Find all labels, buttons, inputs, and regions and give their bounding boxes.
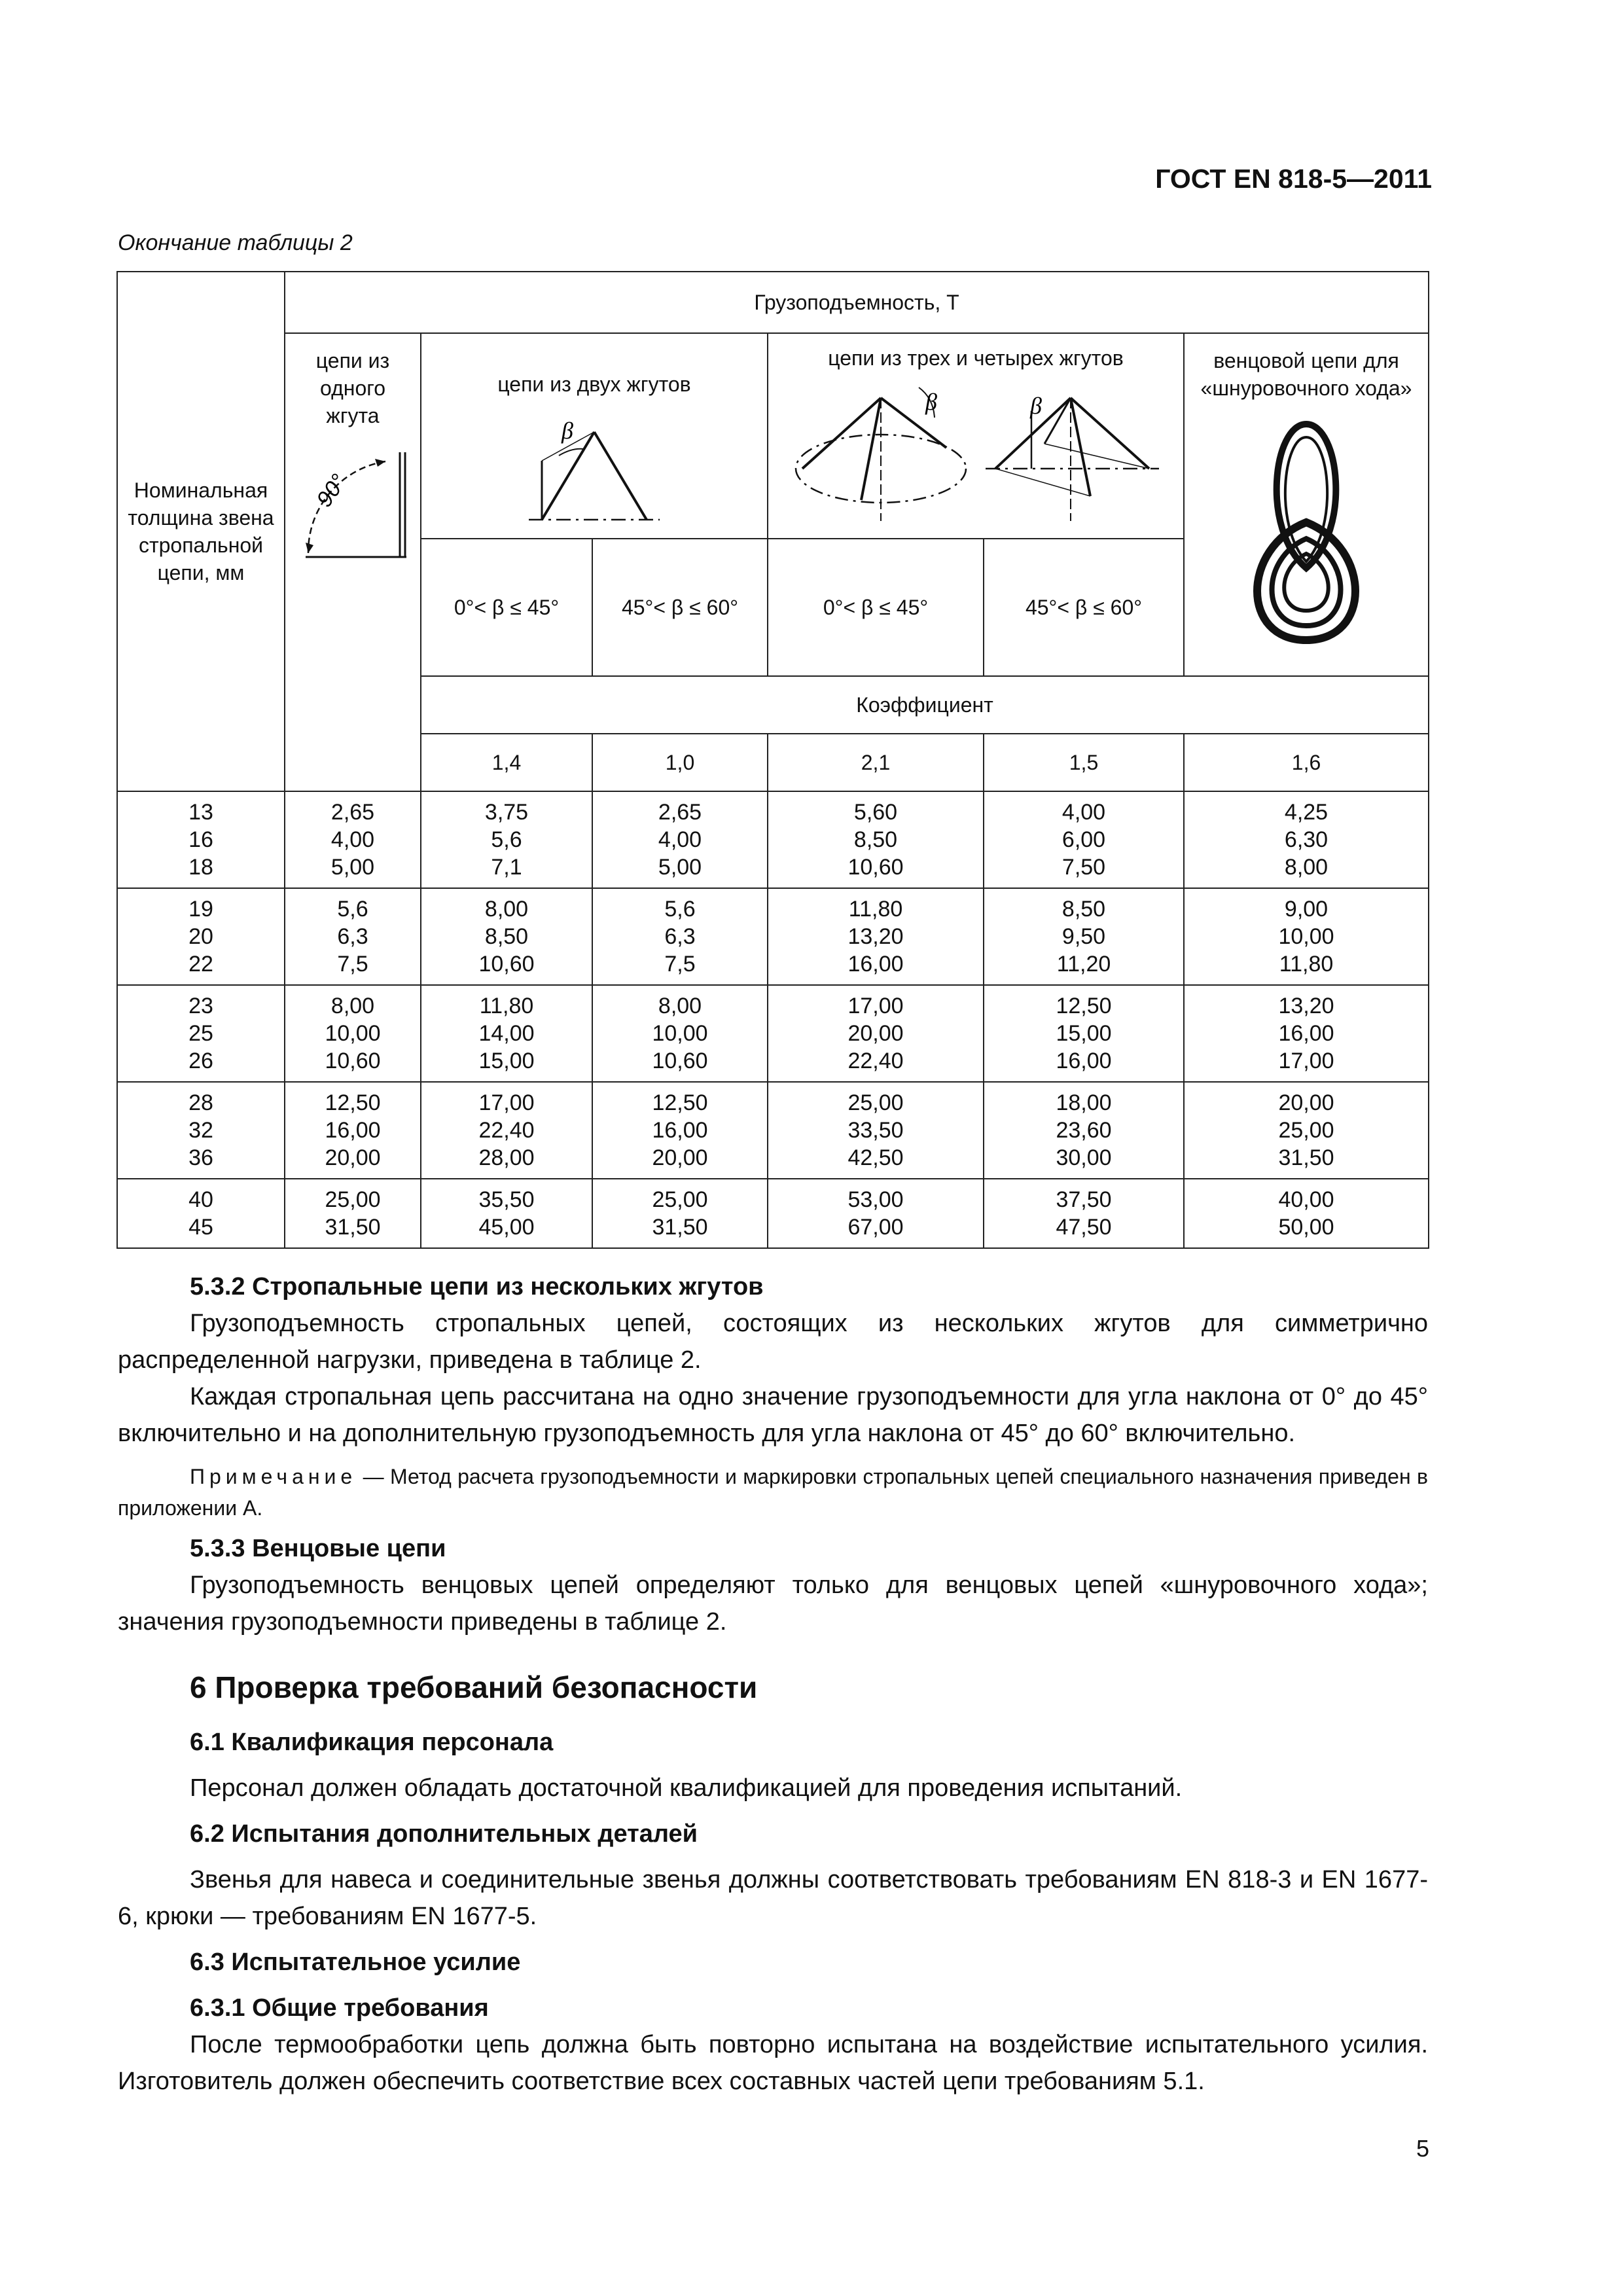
cell-value: 16,00: [1278, 1021, 1334, 1046]
section-6-2-title: 6.2 Испытания дополнительных деталей: [190, 1820, 698, 1848]
cell-value: 20,00: [1278, 1090, 1334, 1115]
coefficient-value: 1,5: [984, 734, 1184, 791]
beta-label-four: β: [1030, 393, 1042, 420]
cell-value: 26: [188, 1049, 213, 1073]
nominal-thickness-cell: [117, 985, 285, 1082]
nominal-thickness-cell: [117, 1179, 285, 1248]
cell-value: 7,5: [664, 952, 696, 977]
cell-value: 23,60: [1056, 1118, 1112, 1143]
cell-values: [593, 1186, 767, 1241]
two-leg-cell: [421, 333, 768, 539]
cell-value: 4,00: [330, 827, 375, 852]
cell-value: 9,00: [1284, 897, 1329, 922]
nominal-thickness-cell: [117, 888, 285, 985]
cell-value: 15,00: [1056, 1021, 1112, 1046]
capacity-cell: [592, 888, 768, 985]
cell-value: 7,1: [491, 855, 522, 880]
angle-90-label: 90°: [312, 469, 352, 512]
three-four-leg-diagram: [783, 372, 1169, 529]
cell-value: 67,00: [847, 1215, 904, 1240]
cell-value: 25,00: [847, 1090, 904, 1115]
cell-value: 5,6: [337, 897, 368, 922]
cell-value: 31,50: [1278, 1145, 1334, 1170]
capacity-cell: [1184, 791, 1429, 888]
cell-value: 16,00: [847, 952, 904, 977]
capacity-cell: [984, 1179, 1184, 1248]
cell-value: 8,50: [1061, 897, 1106, 922]
capacity-cell: [768, 888, 984, 985]
cell-values: [421, 798, 592, 881]
cell-value: 53,00: [847, 1187, 904, 1212]
section-6-title: 6 Проверка требований безопасности: [190, 1670, 758, 1704]
section-6-2-paragraph: Звенья для навеса и соединительные звенья должны соответствовать требованиям EN 818-3 и EN 1677-6, крюки — требованиям EN 1677-5.: [118, 1866, 1428, 1930]
cell-value: 5,6: [664, 897, 696, 922]
cell-values: [285, 1186, 420, 1241]
table-row: [117, 791, 1429, 888]
capacity-cell: [592, 1179, 768, 1248]
cell-value: 25,00: [652, 1187, 708, 1212]
cell-value: 5,60: [853, 800, 898, 825]
cell-value: 42,50: [847, 1145, 904, 1170]
table-row: [117, 985, 1429, 1082]
cell-value: 5,00: [330, 855, 375, 880]
section-6-3-1-paragraph: После термообработки цепь должна быть повторно испытана на воздействие испытательного усилия. Изготовитель должен обеспечить соответствие всех составных частей цепи требованиям 5.1.: [118, 2031, 1428, 2095]
table-row: [117, 888, 1429, 985]
capacity-cell: [421, 791, 592, 888]
cell-values: [421, 1089, 592, 1172]
cell-value: 5,00: [658, 855, 702, 880]
cell-value: 12,50: [1056, 994, 1112, 1018]
cell-value: 22,40: [847, 1049, 904, 1073]
cell-value: 32: [188, 1118, 213, 1143]
coefficient-value: 1,4: [421, 734, 592, 791]
angle-low-three: 0°< β ≤ 45°: [768, 539, 984, 676]
section-5-3-3-paragraph: Грузоподъемность венцовых цепей определяют только для венцовых цепей «шнуровочного хода»; значения грузоподъемности приведены в таблице 2.: [118, 1571, 1428, 1636]
single-leg-cell: [285, 333, 421, 791]
cell-value: 40,00: [1278, 1187, 1334, 1212]
capacity-cell: [984, 1082, 1184, 1179]
angle-high-three: 45°< β ≤ 60°: [984, 539, 1184, 676]
capacity-cell: [592, 791, 768, 888]
cell-value: 11,80: [848, 897, 903, 922]
cell-value: 8,00: [658, 994, 702, 1018]
cell-value: 19: [188, 897, 213, 922]
cell-values: [118, 895, 284, 978]
cell-values: [593, 798, 767, 881]
cell-values: [1185, 798, 1428, 881]
cell-value: 20,00: [847, 1021, 904, 1046]
section-5-3-3-title: 5.3.3 Венцовые цепи: [190, 1535, 446, 1562]
capacity-cell: [768, 791, 984, 888]
cell-values: [593, 1089, 767, 1172]
cell-values: [1185, 895, 1428, 978]
cell-value: 47,50: [1056, 1215, 1112, 1240]
cell-value: 28: [188, 1090, 213, 1115]
cell-value: 6,3: [664, 924, 696, 949]
cell-value: 16,00: [325, 1118, 381, 1143]
cell-value: 12,50: [325, 1090, 381, 1115]
capacity-cell: [285, 1082, 421, 1179]
cell-value: 12,50: [652, 1090, 708, 1115]
cell-values: [768, 1186, 983, 1241]
cell-value: 11,20: [1056, 952, 1111, 977]
cell-values: [768, 798, 983, 881]
cell-value: 50,00: [1278, 1215, 1334, 1240]
cell-values: [285, 798, 420, 881]
capacity-cell: [768, 1082, 984, 1179]
cell-value: 37,50: [1056, 1187, 1112, 1212]
cell-values: [118, 1089, 284, 1172]
two-leg-diagram: [516, 408, 673, 533]
cell-values: [768, 895, 983, 978]
cell-value: 4,00: [1061, 800, 1106, 825]
capacity-cell: [421, 1179, 592, 1248]
body-text: [118, 1268, 1428, 2100]
cell-value: 31,50: [652, 1215, 708, 1240]
cell-value: 10,60: [652, 1049, 708, 1073]
table-row: [117, 1082, 1429, 1179]
capacity-cell: [768, 985, 984, 1082]
cell-values: [1185, 1089, 1428, 1172]
cell-values: [118, 992, 284, 1075]
three-four-leg-label: цепи из трех и четырех жгутов: [828, 346, 1124, 370]
note: [118, 1461, 1428, 1524]
capacity-cell: [592, 985, 768, 1082]
cell-value: 17,00: [847, 994, 904, 1018]
section-6-1-paragraph: Персонал должен обладать достаточной квалификацией для проведения испытаний.: [190, 1774, 1183, 1802]
cell-value: 11,80: [1279, 952, 1334, 977]
section-5-3-2-title: 5.3.2 Стропальные цепи из нескольких жгутов: [190, 1273, 764, 1300]
cell-value: 20: [188, 924, 213, 949]
single-leg-diagram: [294, 446, 412, 570]
cell-value: 35,50: [478, 1187, 535, 1212]
capacity-cell: [285, 888, 421, 985]
section-6-3-1-title: 6.3.1 Общие требования: [190, 1994, 489, 2022]
note-label: Примечание: [190, 1465, 357, 1488]
capacity-cell: [285, 791, 421, 888]
table-row: [117, 1179, 1429, 1248]
cell-values: [118, 798, 284, 881]
cell-value: 18: [188, 855, 213, 880]
cell-value: 3,75: [484, 800, 529, 825]
choker-label: венцовой цепи для «шнуровочного хода»: [1200, 349, 1412, 401]
capacity-cell: [984, 791, 1184, 888]
cell-value: 8,00: [330, 994, 375, 1018]
cell-value: 36: [188, 1145, 213, 1170]
group-header: Грузоподъемность, T: [285, 272, 1429, 333]
cell-value: 13,20: [1278, 994, 1334, 1018]
capacity-cell: [1184, 1179, 1429, 1248]
cell-values: [118, 1186, 284, 1241]
cell-values: [421, 1186, 592, 1241]
cell-value: 9,50: [1061, 924, 1106, 949]
cell-values: [285, 1089, 420, 1172]
coefficient-value: 2,1: [768, 734, 984, 791]
nominal-thickness-cell: [117, 1082, 285, 1179]
cell-value: 7,50: [1061, 855, 1106, 880]
cell-value: 33,50: [847, 1118, 904, 1143]
cell-value: 10,00: [652, 1021, 708, 1046]
section-5-3-2-paragraph: Каждая стропальная цепь рассчитана на одно значение грузоподъемности для угла наклона от 0° до 45° включительно и на дополнительную грузоподъемность для угла наклона от 45° до 60° включительно.: [118, 1383, 1428, 1447]
section-5-3-2-paragraph: Грузоподъемность стропальных цепей, состоящих из нескольких жгутов для симметрично распределенной нагрузки, приведена в таблице 2.: [118, 1310, 1428, 1374]
cell-value: 6,00: [1061, 827, 1106, 852]
coefficient-value: 1,0: [592, 734, 768, 791]
two-leg-label: цепи из двух жгутов: [497, 372, 691, 396]
capacity-cell: [984, 985, 1184, 1082]
cell-value: 45: [188, 1215, 213, 1240]
cell-value: 20,00: [652, 1145, 708, 1170]
capacity-cell: [285, 985, 421, 1082]
cell-values: [984, 992, 1183, 1075]
table-body: [117, 791, 1429, 1248]
choker-cell: [1184, 333, 1429, 676]
cell-values: [593, 895, 767, 978]
cell-value: 2,65: [658, 800, 702, 825]
cell-value: 20,00: [325, 1145, 381, 1170]
document-code: ГОСТ EN 818-5—2011: [1155, 164, 1432, 194]
capacity-cell: [1184, 985, 1429, 1082]
cell-value: 30,00: [1056, 1145, 1112, 1170]
load-capacity-table: [116, 271, 1428, 1249]
cell-values: [984, 1186, 1183, 1241]
cell-value: 10,00: [325, 1021, 381, 1046]
row-header-cell: [117, 272, 285, 791]
cell-value: 14,00: [478, 1021, 535, 1046]
page-number: 5: [1416, 2135, 1429, 2162]
cell-value: 23: [188, 994, 213, 1018]
cell-value: 13,20: [847, 924, 904, 949]
cell-values: [984, 895, 1183, 978]
cell-values: [593, 992, 767, 1075]
cell-values: [768, 992, 983, 1075]
cell-value: 40: [188, 1187, 213, 1212]
cell-value: 4,00: [658, 827, 702, 852]
capacity-cell: [1184, 888, 1429, 985]
cell-value: 2,65: [330, 800, 375, 825]
cell-value: 5,6: [491, 827, 522, 852]
cell-value: 45,00: [478, 1215, 535, 1240]
cell-value: 8,50: [853, 827, 898, 852]
capacity-cell: [421, 985, 592, 1082]
beta-label-three: β: [925, 389, 937, 416]
cell-value: 10,60: [847, 855, 904, 880]
cell-value: 31,50: [325, 1215, 381, 1240]
angle-high-two: 45°< β ≤ 60°: [592, 539, 768, 676]
cell-value: 16: [188, 827, 213, 852]
table-caption: Окончание таблицы 2: [118, 230, 353, 255]
cell-value: 13: [188, 800, 213, 825]
capacity-cell: [768, 1179, 984, 1248]
cell-value: 4,25: [1284, 800, 1329, 825]
beta-label-two: β: [562, 418, 573, 444]
coefficient-value: 1,6: [1184, 734, 1429, 791]
angle-low-two: 0°< β ≤ 45°: [421, 539, 592, 676]
cell-value: 11,80: [479, 994, 534, 1018]
cell-value: 6,30: [1284, 827, 1329, 852]
capacity-cell: [1184, 1082, 1429, 1179]
three-four-leg-cell: [768, 333, 1184, 539]
cell-value: 18,00: [1056, 1090, 1112, 1115]
cell-value: 8,50: [484, 924, 529, 949]
capacity-cell: [984, 888, 1184, 985]
cell-value: 6,3: [337, 924, 368, 949]
choker-diagram: [1234, 411, 1378, 653]
cell-value: 8,00: [484, 897, 529, 922]
cell-values: [984, 798, 1183, 881]
single-leg-label: цепи из одного жгута: [315, 349, 390, 428]
coefficient-header: Коэффициент: [421, 676, 1429, 734]
cell-values: [1185, 1186, 1428, 1241]
cell-value: 25,00: [1278, 1118, 1334, 1143]
section-6-3-title: 6.3 Испытательное усилие: [190, 1948, 521, 1976]
cell-value: 10,60: [478, 952, 535, 977]
cell-value: 17,00: [1278, 1049, 1334, 1073]
cell-values: [421, 895, 592, 978]
capacity-cell: [421, 888, 592, 985]
cell-values: [285, 895, 420, 978]
note-text: — Метод расчета грузоподъемности и маркировки стропальных цепей специального назначения приведен в приложении А.: [118, 1465, 1429, 1520]
cell-value: 10,60: [325, 1049, 381, 1073]
capacity-cell: [285, 1179, 421, 1248]
cell-value: 22,40: [478, 1118, 535, 1143]
cell-value: 17,00: [478, 1090, 535, 1115]
cell-value: 28,00: [478, 1145, 535, 1170]
cell-value: 7,5: [337, 952, 368, 977]
cell-values: [1185, 992, 1428, 1075]
cell-values: [984, 1089, 1183, 1172]
cell-value: 10,00: [1278, 924, 1334, 949]
cell-value: 22: [188, 952, 213, 977]
cell-values: [768, 1089, 983, 1172]
cell-values: [421, 992, 592, 1075]
cell-value: 16,00: [1056, 1049, 1112, 1073]
cell-value: 8,00: [1284, 855, 1329, 880]
cell-value: 15,00: [478, 1049, 535, 1073]
section-6-1-title: 6.1 Квалификация персонала: [190, 1729, 554, 1756]
cell-value: 25: [188, 1021, 213, 1046]
capacity-cell: [421, 1082, 592, 1179]
row-header: Номинальная толщина звена стропальной цепи, мм: [128, 478, 274, 585]
cell-value: 25,00: [325, 1187, 381, 1212]
cell-values: [285, 992, 420, 1075]
cell-value: 16,00: [652, 1118, 708, 1143]
capacity-cell: [592, 1082, 768, 1179]
nominal-thickness-cell: [117, 791, 285, 888]
